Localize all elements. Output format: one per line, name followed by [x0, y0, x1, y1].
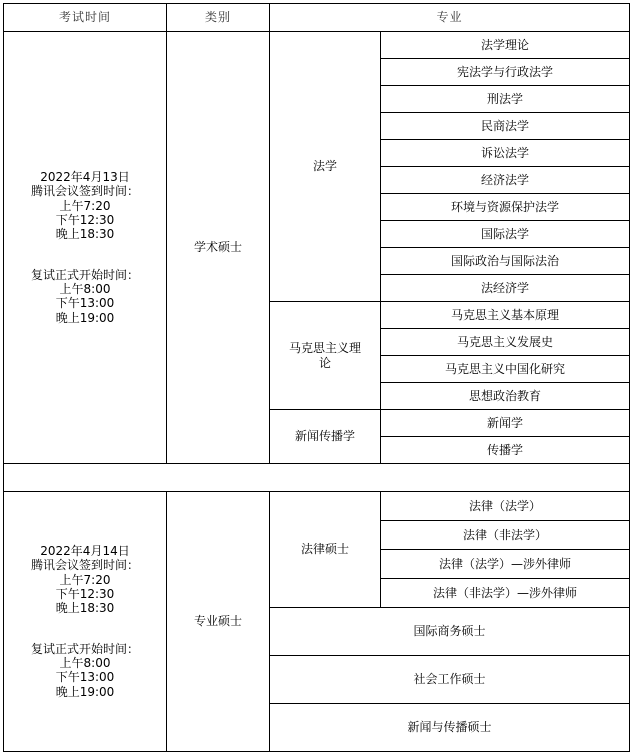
exam-time-cell-apr13	[4, 32, 167, 464]
start-time-evening: 晚上19:00	[55, 684, 115, 699]
major-cell: 马克思主义基本原理	[381, 302, 630, 329]
signin-time-afternoon: 下午12:30	[55, 586, 115, 601]
schedule-table	[3, 3, 630, 752]
exam-date: 2022年4月14日	[40, 543, 130, 558]
major-social-work: 社会工作硕士	[270, 656, 630, 704]
start-label: 复试正式开始时间：	[30, 267, 139, 282]
spacer-cell	[4, 464, 630, 492]
header-major: 专业	[270, 4, 630, 32]
major-cell: 传播学	[381, 437, 630, 464]
category-academic-master: 学术硕士	[167, 32, 270, 464]
field-law: 法学	[270, 32, 381, 302]
signin-time-evening: 晚上18:30	[55, 601, 115, 616]
major-cell: 法律（非法学）	[381, 521, 630, 550]
field-marxism-line1: 马克思主义理	[288, 341, 361, 356]
start-time-evening: 晚上19:00	[55, 310, 115, 325]
start-time-afternoon: 下午13:00	[55, 670, 115, 685]
major-cell: 国际法学	[381, 221, 630, 248]
field-journalism: 新闻传播学	[270, 410, 381, 464]
signin-label: 腾讯会议签到时间：	[30, 184, 139, 199]
major-cell: 宪法学与行政法学	[381, 59, 630, 86]
field-law-master: 法律硕士	[270, 492, 381, 608]
major-cell: 国际政治与国际法治	[381, 248, 630, 275]
major-cell: 马克思主义发展史	[381, 329, 630, 356]
header-category: 类别	[167, 4, 270, 32]
major-cell: 新闻学	[381, 410, 630, 437]
major-international-business: 国际商务硕士	[270, 608, 630, 656]
major-cell: 诉讼法学	[381, 140, 630, 167]
major-cell: 法经济学	[381, 275, 630, 302]
major-cell: 法律（法学）	[381, 492, 630, 521]
major-cell: 经济法学	[381, 167, 630, 194]
spacer-row	[4, 464, 630, 492]
major-cell: 民商法学	[381, 113, 630, 140]
major-cell: 刑法学	[381, 86, 630, 113]
signin-time-morning: 上午7:20	[59, 572, 111, 587]
category-professional-master: 专业硕士	[167, 492, 270, 752]
signin-time-evening: 晚上18:30	[55, 227, 115, 242]
major-cell: 思想政治教育	[381, 383, 630, 410]
table-row	[4, 492, 630, 521]
major-cell: 法学理论	[381, 32, 630, 59]
signin-time-morning: 上午7:20	[59, 198, 111, 213]
major-cell: 法律（法学）—涉外律师	[381, 550, 630, 579]
signin-time-afternoon: 下午12:30	[55, 212, 115, 227]
major-cell: 环境与资源保护法学	[381, 194, 630, 221]
major-journalism-communication: 新闻与传播硕士	[270, 704, 630, 752]
header-exam-time: 考试时间	[4, 4, 167, 32]
start-time-morning: 上午8:00	[59, 656, 111, 671]
start-time-afternoon: 下午13:00	[55, 296, 115, 311]
exam-date: 2022年4月13日	[40, 169, 130, 184]
table-row	[4, 32, 630, 59]
start-label: 复试正式开始时间：	[30, 641, 139, 656]
exam-time-cell-apr14	[4, 492, 167, 752]
field-marxism	[270, 302, 381, 410]
field-marxism-line2: 论	[318, 355, 331, 370]
header-row	[4, 4, 630, 32]
major-cell: 法律（非法学）—涉外律师	[381, 579, 630, 608]
start-time-morning: 上午8:00	[59, 282, 111, 297]
signin-label: 腾讯会议签到时间：	[30, 558, 139, 573]
major-cell: 马克思主义中国化研究	[381, 356, 630, 383]
